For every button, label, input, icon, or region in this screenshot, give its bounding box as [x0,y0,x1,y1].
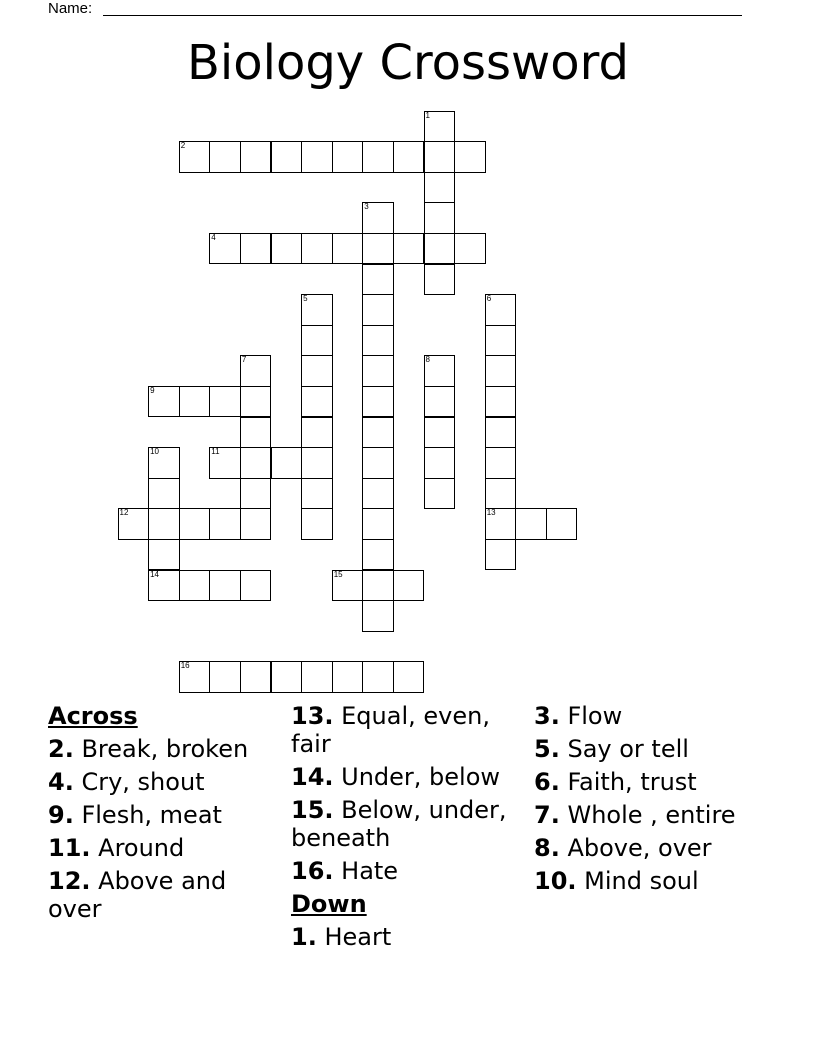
name-label: Name: [48,0,93,17]
grid-cell[interactable] [393,570,425,602]
clue-item-text: Flow [559,702,623,730]
clue-item-text: Around [90,834,185,862]
clue-item-text: Below, under, beneath [291,796,507,852]
grid-cell[interactable] [209,386,241,418]
grid-cell[interactable] [179,570,211,602]
clue-item-number: 10. [534,867,577,895]
clue-number: 13 [486,508,496,518]
clue-item-text: Say or tell [559,735,689,763]
grid-cell[interactable] [393,233,425,265]
clue-number: 1 [425,110,430,120]
clue-item-text: Mind soul [576,867,699,895]
grid-cell[interactable] [240,386,272,418]
grid-cell[interactable] [240,417,272,449]
grid-cell[interactable] [424,355,456,387]
grid-cell[interactable] [362,508,394,540]
clue-item [534,834,764,862]
grid-cell[interactable] [301,325,333,357]
grid-cell[interactable] [301,478,333,510]
grid-cell[interactable] [362,417,394,449]
grid-cell[interactable] [424,478,456,510]
clue-item [534,801,764,829]
grid-cell[interactable] [148,539,180,571]
grid-cell[interactable] [301,386,333,418]
clue-number: 11 [211,447,220,457]
grid-cell[interactable] [485,325,517,357]
grid-cell[interactable] [485,478,517,510]
clue-item-text: Hate [333,857,399,885]
clue-item-number: 1. [291,923,317,951]
clue-number: 8 [425,355,430,365]
clue-heading-down: Down [291,890,367,918]
grid-cell[interactable] [362,355,394,387]
grid-cell[interactable] [546,508,578,540]
grid-cell[interactable] [179,661,211,693]
clue-item-text: Above and over [48,867,227,923]
clue-item-number: 13. [291,702,334,730]
grid-cell[interactable] [301,508,333,540]
grid-cell[interactable] [454,141,486,173]
grid-cell[interactable] [362,294,394,326]
grid-cell[interactable] [301,294,333,326]
clue-item-number: 8. [534,834,560,862]
clue-item-text: Cry, shout [73,768,205,796]
grid-cell[interactable] [148,478,180,510]
grid-cell[interactable] [240,661,272,693]
grid-cell[interactable] [148,447,180,479]
clue-heading-across: Across [48,702,138,730]
grid-cell[interactable] [301,417,333,449]
grid-cell[interactable] [424,417,456,449]
clue-number: 2 [180,141,186,151]
grid-cell[interactable] [424,111,456,143]
grid-cell[interactable] [485,508,517,540]
grid-cell[interactable] [362,478,394,510]
clue-item [291,796,521,852]
clue-item-number: 16. [291,857,334,885]
clue-item-number: 6. [534,768,560,796]
clue-number: 5 [303,294,308,304]
grid-cell[interactable] [148,508,180,540]
page-title: Biology Crossword [186,35,630,91]
grid-cell[interactable] [301,661,333,693]
grid-cell[interactable] [362,264,394,296]
clue-item [291,923,521,951]
grid-cell[interactable] [485,355,517,387]
clue-number: 3 [364,202,369,212]
grid-cell[interactable] [240,508,272,540]
grid-cell[interactable] [301,233,333,265]
grid-cell[interactable] [148,386,180,418]
grid-cell[interactable] [424,202,456,234]
grid-cell[interactable] [362,447,394,479]
grid-cell[interactable] [332,661,364,693]
clue-number: 9 [150,385,155,395]
grid-cell[interactable] [271,233,303,265]
grid-cell[interactable] [424,386,456,418]
clue-item-number: 15. [291,796,334,824]
grid-cell[interactable] [362,233,394,265]
grid-cell[interactable] [454,233,486,265]
grid-cell[interactable] [209,661,241,693]
clue-item-number: 5. [534,735,560,763]
clue-item [48,801,278,829]
grid-cell[interactable] [424,141,456,173]
clue-item [291,702,521,758]
grid-cell[interactable] [362,661,394,693]
grid-cell[interactable] [515,508,547,540]
grid-cell[interactable] [301,355,333,387]
clue-item-text: Break, broken [73,735,249,763]
clue-item [534,867,764,895]
clue-number: 4 [211,232,216,242]
grid-cell[interactable] [271,141,303,173]
grid-cell[interactable] [209,447,241,479]
clue-number: 7 [241,355,247,365]
grid-cell[interactable] [362,570,394,602]
clue-item-text: Flesh, meat [73,801,222,829]
clue-number: 15 [333,569,343,579]
clue-item [534,768,764,796]
clue-item-number: 4. [48,768,74,796]
grid-cell[interactable] [362,539,394,571]
grid-cell[interactable] [362,386,394,418]
grid-cell[interactable] [301,141,333,173]
grid-cell[interactable] [179,386,211,418]
grid-cell[interactable] [118,508,150,540]
grid-cell[interactable] [209,570,241,602]
clue-item-text: Under, below [333,763,501,791]
grid-cell[interactable] [485,386,517,418]
grid-cell[interactable] [332,141,364,173]
clue-item-text: Heart [316,923,392,951]
grid-cell[interactable] [271,661,303,693]
clue-item-number: 12. [48,867,91,895]
clue-item-text: Faith, trust [559,768,697,796]
grid-cell[interactable] [362,325,394,357]
grid-cell[interactable] [240,233,272,265]
clue-item-number: 2. [48,735,74,763]
grid-cell[interactable] [240,478,272,510]
grid-cell[interactable] [240,141,272,173]
clue-item [291,763,521,791]
grid-cell[interactable] [209,141,241,173]
clue-column-1 [48,702,278,928]
grid-cell[interactable] [362,141,394,173]
grid-cell[interactable] [301,447,333,479]
clue-item [48,735,278,763]
grid-cell[interactable] [485,539,517,571]
grid-cell[interactable] [424,233,456,265]
clue-number: 10 [150,447,159,457]
clue-item [291,857,521,885]
clue-item [48,834,278,862]
name-field-line[interactable] [103,15,742,16]
grid-cell[interactable] [393,141,425,173]
grid-cell[interactable] [424,172,456,204]
clue-column-2 [291,702,521,956]
clue-item [48,768,278,796]
clue-column-3 [534,702,764,900]
grid-cell[interactable] [179,141,211,173]
grid-cell[interactable] [332,570,364,602]
clue-item [48,867,278,923]
grid-cell[interactable] [271,447,303,479]
clue-number: 16 [180,661,190,671]
clue-item-number: 14. [291,763,334,791]
clue-number: 12 [119,508,129,518]
clue-item-number: 11. [48,834,91,862]
grid-cell[interactable] [485,417,517,449]
clue-item-text: Whole , entire [559,801,736,829]
grid-cell[interactable] [332,233,364,265]
grid-cell[interactable] [209,508,241,540]
grid-cell[interactable] [179,508,211,540]
clue-item-number: 7. [534,801,560,829]
clue-item-number: 9. [48,801,74,829]
grid-cell[interactable] [240,355,272,387]
grid-cell[interactable] [240,447,272,479]
clue-number: 14 [150,569,159,579]
grid-cell[interactable] [485,447,517,479]
grid-cell[interactable] [424,447,456,479]
grid-cell[interactable] [485,294,517,326]
clue-item-text: Equal, even, fair [291,702,490,758]
grid-cell[interactable] [393,661,425,693]
clue-item [534,735,764,763]
grid-cell[interactable] [209,233,241,265]
grid-cell[interactable] [240,570,272,602]
clue-number: 6 [486,294,492,304]
clue-item-text: Above, over [559,834,712,862]
grid-cell[interactable] [362,600,394,632]
grid-cell[interactable] [424,264,456,296]
grid-cell[interactable] [148,570,180,602]
grid-cell[interactable] [362,202,394,234]
clue-item-number: 3. [534,702,560,730]
clue-item [534,702,764,730]
